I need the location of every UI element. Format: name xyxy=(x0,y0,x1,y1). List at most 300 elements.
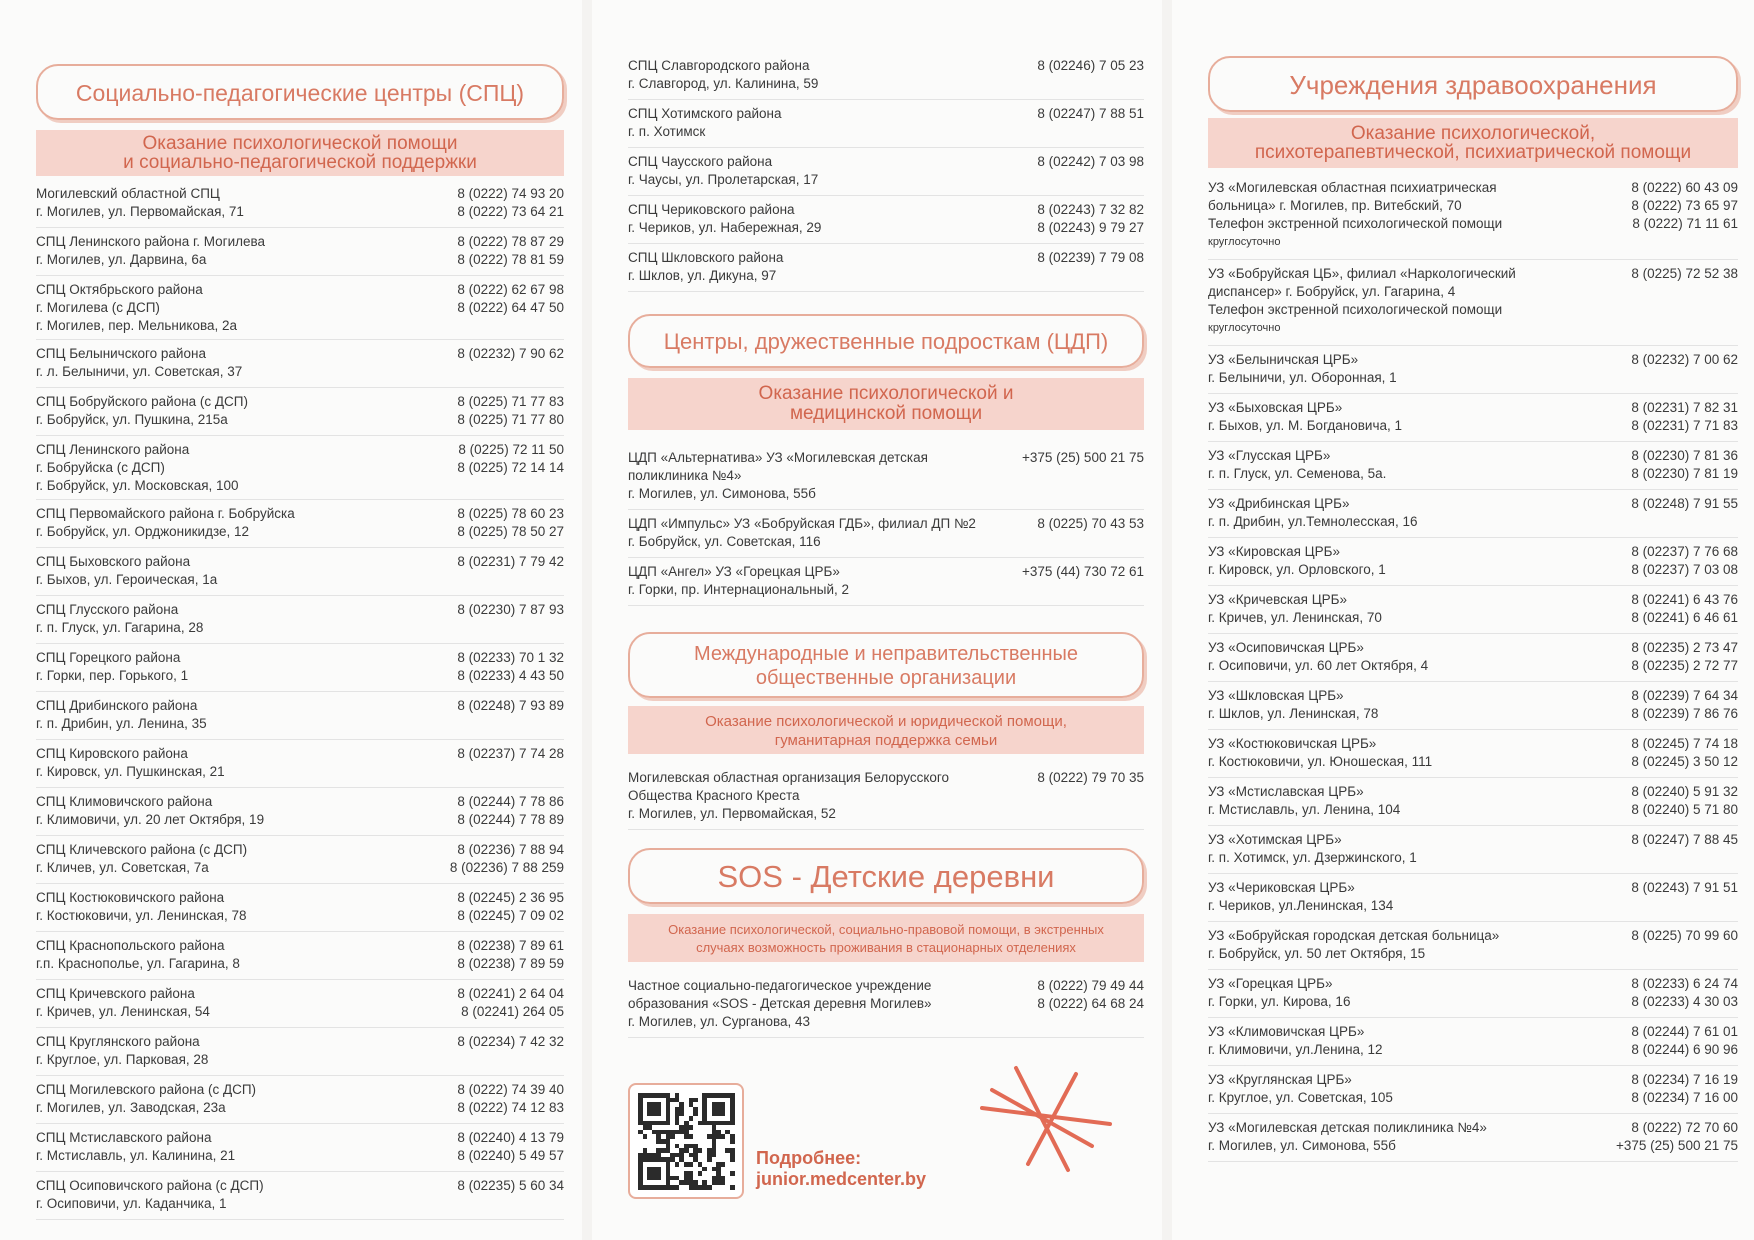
phone-number[interactable]: 8 (0222) 79 70 35 xyxy=(1037,770,1144,785)
entry-line: диспансер» г. Бобруйск, ул. Гагарина, 4 xyxy=(1208,284,1456,299)
entry-text xyxy=(36,937,451,979)
phone-number[interactable]: 8 (02234) 7 16 00 xyxy=(1631,1090,1738,1105)
section-band-healthcare: Оказание психологической, психотерапевтической, психиатрической помощи xyxy=(1208,118,1738,168)
list-item xyxy=(36,932,564,980)
entry-line: УЗ «Могилевская детская поликлиника №4» xyxy=(1208,1120,1487,1135)
list-item xyxy=(36,228,564,276)
list-item xyxy=(36,388,564,436)
entry-text xyxy=(628,249,1031,291)
phone-number[interactable]: 8 (02239) 7 64 34 xyxy=(1631,688,1738,703)
entry-line: СПЦ Горецкого района xyxy=(36,650,181,665)
entry-text xyxy=(1208,831,1625,873)
ngo-list xyxy=(628,764,1144,830)
entry-phones xyxy=(1031,201,1144,243)
entry-phones xyxy=(451,985,564,1027)
entry-phones xyxy=(1016,449,1144,509)
entry-line: СПЦ Краснопольского района xyxy=(36,938,225,953)
list-item xyxy=(36,1076,564,1124)
qr-module xyxy=(730,1171,735,1176)
entry-line: г. Быхов, ул. Героическая, 1а xyxy=(36,572,218,587)
phone-number[interactable]: 8 (0222) 64 68 24 xyxy=(1037,996,1144,1011)
entry-phones xyxy=(1625,1023,1738,1065)
list-item xyxy=(1208,970,1738,1018)
phone-number[interactable]: 8 (0222) 74 39 40 xyxy=(457,1082,564,1097)
entry-line: поликлиника №4» xyxy=(628,468,742,483)
entry-line: УЗ «Быховская ЦРБ» xyxy=(1208,400,1343,415)
phone-number[interactable]: 8 (02244) 7 78 86 xyxy=(457,794,564,809)
entry-line: СПЦ Могилевского района (с ДСП) xyxy=(36,1082,257,1097)
entry-line: г. Кличев, ул. Советская, 7а xyxy=(36,860,209,875)
entry-line: УЗ «Осиповичская ЦРБ» xyxy=(1208,640,1364,655)
entry-line: г. Могилев, ул. Первомайская, 52 xyxy=(628,806,836,821)
phone-number[interactable]: 8 (0225) 72 11 50 xyxy=(458,442,564,457)
phone-number[interactable]: 8 (02233) 4 30 03 xyxy=(1631,994,1738,1009)
cdp-list xyxy=(628,444,1144,606)
phone-number[interactable]: 8 (02230) 7 87 93 xyxy=(457,602,564,617)
phone-number[interactable]: 8 (0222) 71 11 61 xyxy=(1632,216,1738,231)
entry-line: ЦДП «Альтернатива» УЗ «Могилевская детская xyxy=(628,450,928,465)
phone-number[interactable]: 8 (02239) 7 86 76 xyxy=(1631,706,1738,721)
entry-phones xyxy=(451,937,564,979)
phone-number[interactable]: 8 (02233) 4 43 50 xyxy=(457,668,564,683)
phone-number[interactable]: 8 (02239) 7 79 08 xyxy=(1037,250,1144,265)
entry-line: УЗ «Кричевская ЦРБ» xyxy=(1208,592,1348,607)
entry-text xyxy=(1208,1023,1625,1065)
list-item xyxy=(36,1124,564,1172)
qr-module xyxy=(670,1134,675,1139)
entry-text xyxy=(628,515,1031,557)
section-title-healthcare: Учреждения здравоохранения xyxy=(1208,56,1738,112)
phone-number[interactable]: 8 (02230) 7 81 36 xyxy=(1631,448,1738,463)
entry-line: СПЦ Белыничского района xyxy=(36,346,206,361)
entry-line: г. Бобруйска (с ДСП) xyxy=(36,460,165,475)
entry-text xyxy=(36,841,444,883)
qr-module xyxy=(643,1134,648,1139)
entry-line: г. п. Глуск, ул. Гагарина, 28 xyxy=(36,620,204,635)
entry-text xyxy=(1208,975,1625,1017)
entry-phones xyxy=(1016,563,1144,605)
list-item xyxy=(628,52,1144,100)
entry-text xyxy=(36,649,451,691)
entry-line: г. п. Дрибин, ул. Ленина, 35 xyxy=(36,716,207,731)
entry-line: Могилевская областная организация Белорусского xyxy=(628,770,950,785)
list-item xyxy=(628,244,1144,292)
phone-number[interactable]: 8 (0222) 60 43 09 xyxy=(1631,180,1738,195)
phone-number[interactable]: 8 (0222) 64 47 50 xyxy=(457,300,564,315)
entry-text xyxy=(1208,447,1625,489)
entry-line: ЦДП «Импульс» УЗ «Бобруйская ГДБ», филиал ДП №2 xyxy=(628,516,976,531)
phone-number[interactable]: 8 (02243) 7 91 51 xyxy=(1631,880,1738,895)
entry-line: г. Быхов, ул. М. Богдановича, 1 xyxy=(1208,418,1402,433)
phone-number[interactable]: 8 (02231) 7 82 31 xyxy=(1631,400,1738,415)
entry-line: г. Кричев, ул. Ленинская, 54 xyxy=(36,1004,210,1019)
list-item xyxy=(1208,442,1738,490)
entry-text xyxy=(628,769,1031,829)
list-item xyxy=(1208,174,1738,260)
entry-text xyxy=(1208,687,1625,729)
list-item xyxy=(1208,394,1738,442)
phone-number[interactable]: 8 (02231) 7 71 83 xyxy=(1631,418,1738,433)
phone-number[interactable]: 8 (0222) 79 49 44 xyxy=(1037,978,1144,993)
entry-text xyxy=(628,153,1031,195)
entry-line: Общества Красного Креста xyxy=(628,788,800,803)
entry-line: образования «SOS - Детская деревня Могилев» xyxy=(628,996,932,1011)
phone-number[interactable]: 8 (02244) 7 61 01 xyxy=(1631,1024,1738,1039)
entry-text xyxy=(36,505,451,547)
entry-phones xyxy=(1625,879,1738,921)
entry-line: СПЦ Октябрьского района xyxy=(36,282,203,297)
phone-number[interactable]: 8 (02245) 7 09 02 xyxy=(457,908,564,923)
entry-line: г. Чаусы, ул. Пролетарская, 17 xyxy=(628,172,819,187)
entry-line: СПЦ Кличевского района (с ДСП) xyxy=(36,842,248,857)
qr-module xyxy=(707,1157,712,1162)
entry-phones xyxy=(1625,1071,1738,1113)
entry-line: Могилевский областной СПЦ xyxy=(36,186,220,201)
phone-number[interactable]: 8 (02248) 7 91 55 xyxy=(1631,496,1738,511)
entry-line: г. Могилев, пер. Мельникова, 2а xyxy=(36,318,238,333)
entry-text xyxy=(628,57,1031,99)
entry-line: г. Осиповичи, ул. 60 лет Октября, 4 xyxy=(1208,658,1429,673)
phone-number[interactable]: 8 (02241) 6 46 61 xyxy=(1631,610,1738,625)
entry-line: УЗ «Бобруйская городская детская больница» xyxy=(1208,928,1500,943)
entry-line: г. Могилев, ул. Сурганова, 43 xyxy=(628,1014,811,1029)
qr-module xyxy=(689,1116,694,1121)
list-item xyxy=(628,510,1144,558)
list-item xyxy=(1208,260,1738,346)
healthcare-list xyxy=(1208,174,1738,1162)
phone-number[interactable]: +375 (25) 500 21 75 xyxy=(1022,450,1144,465)
entry-text xyxy=(1208,351,1625,393)
list-item xyxy=(1208,490,1738,538)
entry-line: УЗ «Костюковичская ЦРБ» xyxy=(1208,736,1377,751)
entry-line: г. Горки, пр. Интернациональный, 2 xyxy=(628,582,850,597)
entry-line: г. Круглое, ул. Парковая, 28 xyxy=(36,1052,209,1067)
entry-text xyxy=(1208,735,1625,777)
entry-line: г. Бобруйск, ул. 50 лет Октября, 15 xyxy=(1208,946,1426,961)
phone-number[interactable]: 8 (02240) 5 49 57 xyxy=(457,1148,564,1163)
spc-list xyxy=(36,180,564,1220)
entry-line: УЗ «Кировская ЦРБ» xyxy=(1208,544,1341,559)
entry-line: СПЦ Шкловского района xyxy=(628,250,784,265)
entry-line: СПЦ Кировского района xyxy=(36,746,188,761)
phone-number[interactable]: 8 (02243) 9 79 27 xyxy=(1037,220,1144,235)
entry-phones xyxy=(1031,105,1144,147)
entry-line: СПЦ Славгородского района xyxy=(628,58,810,73)
phone-number[interactable]: 8 (0225) 70 99 60 xyxy=(1631,928,1738,943)
entry-text xyxy=(1208,179,1625,259)
phone-number[interactable]: 8 (0222) 62 67 98 xyxy=(457,282,564,297)
phone-number[interactable]: 8 (0222) 74 93 20 xyxy=(457,186,564,201)
entry-line: г. п. Хотимск, ул. Дзержинского, 1 xyxy=(1208,850,1417,865)
entry-phones xyxy=(1625,831,1738,873)
phone-number[interactable]: 8 (0225) 72 52 38 xyxy=(1631,266,1738,281)
qr-module xyxy=(721,1180,726,1185)
phone-number[interactable]: 8 (02237) 7 74 28 xyxy=(457,746,564,761)
entry-phones xyxy=(451,1129,564,1171)
entry-phones xyxy=(1625,179,1738,259)
entry-phones xyxy=(1625,495,1738,537)
entry-line: СПЦ Быховского района xyxy=(36,554,191,569)
phone-number[interactable]: 8 (02240) 4 13 79 xyxy=(457,1130,564,1145)
phone-number[interactable]: 8 (02248) 7 93 89 xyxy=(457,698,564,713)
entry-phones xyxy=(1625,639,1738,681)
entry-text xyxy=(1208,591,1625,633)
entry-line: УЗ «Климовичская ЦРБ» xyxy=(1208,1024,1365,1039)
phone-number[interactable]: 8 (02241) 264 05 xyxy=(461,1004,564,1019)
list-item xyxy=(1208,826,1738,874)
entry-text xyxy=(628,449,1016,509)
list-item xyxy=(36,180,564,228)
entry-line: Телефон экстренной психологической помощи xyxy=(1208,302,1503,317)
qr-module xyxy=(675,1162,680,1167)
qr-module xyxy=(721,1162,726,1167)
phone-number[interactable]: 8 (02247) 7 88 45 xyxy=(1631,832,1738,847)
section-title-sos: SOS - Детские деревни xyxy=(628,848,1144,904)
entry-phones xyxy=(1625,351,1738,393)
phone-number[interactable]: 8 (02233) 70 1 32 xyxy=(457,650,564,665)
entry-line: г. п. Хотимск xyxy=(628,124,706,139)
entry-text xyxy=(1208,1119,1610,1161)
entry-line: г. Костюковичи, ул. Ленинская, 78 xyxy=(36,908,247,923)
section-band-ngo: Оказание психологической и юридической помощи, гуманитарная поддержка семьи xyxy=(628,706,1144,754)
phone-number[interactable]: 8 (02231) 7 79 42 xyxy=(457,554,564,569)
qr-module xyxy=(707,1185,712,1190)
entry-line: г. п. Дрибин, ул.Темнолесская, 16 xyxy=(1208,514,1418,529)
qr-module xyxy=(675,1185,680,1190)
entry-line: г. Горки, пер. Горького, 1 xyxy=(36,668,189,683)
entry-line: г. Бобруйск, ул. Пушкина, 215а xyxy=(36,412,228,427)
list-item xyxy=(36,1172,564,1220)
entry-line: г. Шклов, ул. Дикуна, 97 xyxy=(628,268,777,283)
entry-line: г. Кричев, ул. Ленинская, 70 xyxy=(1208,610,1382,625)
entry-text xyxy=(1208,783,1625,825)
phone-number[interactable]: 8 (02241) 6 43 76 xyxy=(1631,592,1738,607)
list-item xyxy=(1208,634,1738,682)
phone-number[interactable]: 8 (02241) 2 64 04 xyxy=(457,986,564,1001)
entry-line: г. Горки, ул. Кирова, 16 xyxy=(1208,994,1351,1009)
phone-number[interactable]: 8 (0225) 72 14 14 xyxy=(457,460,564,475)
phone-number[interactable]: 8 (02244) 6 90 96 xyxy=(1631,1042,1738,1057)
entry-phones xyxy=(1625,447,1738,489)
entry-text xyxy=(1208,639,1625,681)
entry-line: г. Чериков, ул.Ленинская, 134 xyxy=(1208,898,1394,913)
entry-line: СПЦ Чаусского района xyxy=(628,154,773,169)
entry-phones xyxy=(451,1033,564,1075)
list-item xyxy=(1208,1018,1738,1066)
qr-code[interactable] xyxy=(628,1083,744,1199)
phone-number[interactable]: 8 (02245) 2 36 95 xyxy=(457,890,564,905)
entry-text xyxy=(1208,399,1625,441)
phone-number[interactable]: 8 (02237) 7 03 08 xyxy=(1631,562,1738,577)
entry-line: больница» г. Могилев, пр. Витебский, 70 xyxy=(1208,198,1462,213)
entry-text xyxy=(628,563,1016,605)
entry-line: УЗ «Горецкая ЦРБ» xyxy=(1208,976,1333,991)
qr-module xyxy=(698,1148,703,1153)
more-label: Подробнее: xyxy=(756,1148,862,1168)
entry-line: Телефон экстренной психологической помощи xyxy=(1208,216,1503,231)
entry-text xyxy=(628,105,1031,147)
list-item xyxy=(36,276,564,340)
list-item xyxy=(36,596,564,644)
phone-number[interactable]: 8 (0222) 78 81 59 xyxy=(457,252,564,267)
entry-phones xyxy=(1610,1119,1738,1161)
entry-line: УЗ «Дрибинская ЦРБ» xyxy=(1208,496,1350,511)
phone-number[interactable]: 8 (02246) 7 05 23 xyxy=(1037,58,1144,73)
phone-number[interactable]: 8 (02233) 6 24 74 xyxy=(1631,976,1738,991)
entry-text xyxy=(628,201,1031,243)
list-item xyxy=(36,884,564,932)
entry-line: СПЦ Чериковского района xyxy=(628,202,795,217)
entry-line: СПЦ Ленинского района г. Могилева xyxy=(36,234,266,249)
phone-number[interactable]: 8 (02245) 7 74 18 xyxy=(1631,736,1738,751)
entry-line: СПЦ Ленинского района xyxy=(36,442,190,457)
phone-number[interactable]: 8 (02245) 3 50 12 xyxy=(1631,754,1738,769)
list-item xyxy=(1208,730,1738,778)
entry-line: г. Славгород, ул. Калинина, 59 xyxy=(628,76,819,91)
entry-line: г. Бобруйск, ул. Орджоникидзе, 12 xyxy=(36,524,250,539)
phone-number[interactable]: 8 (02240) 5 91 32 xyxy=(1631,784,1738,799)
entry-line: г. Могилев, ул. Заводская, 23а xyxy=(36,1100,226,1115)
entry-line: г. Шклов, ул. Ленинская, 78 xyxy=(1208,706,1379,721)
phone-number[interactable]: 8 (0225) 70 43 53 xyxy=(1037,516,1144,531)
entry-line: УЗ «Бобруйская ЦБ», филиал «Наркологический xyxy=(1208,266,1516,281)
list-item xyxy=(628,148,1144,196)
entry-phones xyxy=(1031,769,1144,829)
list-item xyxy=(1208,346,1738,394)
entry-phones xyxy=(444,841,564,883)
phone-number[interactable]: 8 (0222) 72 70 60 xyxy=(1631,1120,1738,1135)
phone-number[interactable]: 8 (02235) 5 60 34 xyxy=(457,1178,564,1193)
phone-number[interactable]: 8 (02234) 7 16 19 xyxy=(1631,1072,1738,1087)
phone-number[interactable]: 8 (02240) 5 71 80 xyxy=(1631,802,1738,817)
entry-text xyxy=(36,393,451,435)
more-link[interactable]: junior.medcenter.by xyxy=(756,1169,927,1189)
entry-line: УЗ «Шкловская ЦРБ» xyxy=(1208,688,1344,703)
entry-line: г.п. Краснополье, ул. Гагарина, 8 xyxy=(36,956,240,971)
phone-number[interactable]: 8 (02243) 7 32 82 xyxy=(1037,202,1144,217)
entry-phones xyxy=(451,601,564,643)
list-item xyxy=(36,1028,564,1076)
phone-number[interactable]: 8 (0225) 78 60 23 xyxy=(457,506,564,521)
phone-number[interactable]: 8 (0222) 78 87 29 xyxy=(457,234,564,249)
entry-line: УЗ «Мстиславская ЦРБ» xyxy=(1208,784,1364,799)
section-title-cdp: Центры, дружественные подросткам (ЦДП) xyxy=(628,314,1144,368)
section-band-sos: Оказание психологической, социально-правовой помощи, в экстренных случаях возможность проживания в стационарных отделениях xyxy=(628,914,1144,962)
entry-line: г. Бобруйск, ул. Советская, 116 xyxy=(628,534,821,549)
phone-number[interactable]: 8 (02247) 7 88 51 xyxy=(1037,106,1144,121)
entry-line: СПЦ Глусского района xyxy=(36,602,179,617)
entry-phones xyxy=(451,1081,564,1123)
phone-number[interactable]: +375 (25) 500 21 75 xyxy=(1616,1138,1738,1153)
entry-phones xyxy=(1031,977,1144,1037)
entry-line: г. Климовичи, ул.Ленина, 12 xyxy=(1208,1042,1383,1057)
qr-module xyxy=(712,1153,717,1158)
entry-text xyxy=(1208,879,1625,921)
phone-number[interactable]: 8 (02236) 7 88 259 xyxy=(449,860,564,875)
entry-line: г. Могилева (с ДСП) xyxy=(36,300,160,315)
entry-line: УЗ «Хотимская ЦРБ» xyxy=(1208,832,1342,847)
list-item xyxy=(628,100,1144,148)
list-item xyxy=(1208,778,1738,826)
phone-number[interactable]: 8 (02232) 7 00 62 xyxy=(1631,352,1738,367)
phone-number[interactable]: 8 (0222) 73 65 97 xyxy=(1631,198,1738,213)
phone-number[interactable]: 8 (02232) 7 90 62 xyxy=(457,346,564,361)
phone-number[interactable]: 8 (02242) 7 03 98 xyxy=(1037,154,1144,169)
entry-phones xyxy=(1625,265,1738,345)
entry-phones xyxy=(451,793,564,835)
entry-text xyxy=(36,1033,451,1075)
entry-phones xyxy=(1625,399,1738,441)
list-item xyxy=(36,980,564,1028)
phone-number[interactable]: 8 (0222) 73 64 21 xyxy=(457,204,564,219)
phone-number[interactable]: 8 (02235) 2 72 77 xyxy=(1631,658,1738,673)
qr-module xyxy=(689,1134,694,1139)
entry-text xyxy=(36,1177,451,1219)
entry-phones xyxy=(451,185,564,227)
entry-line: г. Кировск, ул. Орловского, 1 xyxy=(1208,562,1386,577)
entry-line: СПЦ Кричевского района xyxy=(36,986,195,1001)
entry-phones xyxy=(1625,543,1738,585)
entry-text xyxy=(1208,495,1625,537)
entry-line: УЗ «Круглянская ЦРБ» xyxy=(1208,1072,1352,1087)
phone-number[interactable]: 8 (02238) 7 89 61 xyxy=(457,938,564,953)
entry-text xyxy=(36,745,451,787)
entry-phones xyxy=(451,889,564,931)
phone-number[interactable]: 8 (02238) 7 89 59 xyxy=(457,956,564,971)
entry-note: круглосуточно xyxy=(1208,322,1281,334)
phone-number[interactable]: 8 (02236) 7 88 94 xyxy=(457,842,564,857)
entry-line: г. Климовичи, ул. 20 лет Октября, 19 xyxy=(36,812,265,827)
phone-number[interactable]: 8 (02230) 7 81 19 xyxy=(1631,466,1738,481)
entry-line: УЗ «Чериковская ЦРБ» xyxy=(1208,880,1355,895)
section-band-spc: Оказание психологической помощи и социально-педагогической поддержки xyxy=(36,130,564,176)
phone-number[interactable]: 8 (0225) 78 50 27 xyxy=(457,524,564,539)
qr-module xyxy=(693,1098,698,1103)
phone-number[interactable]: 8 (0225) 71 77 83 xyxy=(457,394,564,409)
phone-number[interactable]: 8 (02234) 7 42 32 xyxy=(457,1034,564,1049)
entry-line: СПЦ Климовичского района xyxy=(36,794,213,809)
entry-text xyxy=(36,553,451,595)
phone-number[interactable]: 8 (02235) 2 73 47 xyxy=(1631,640,1738,655)
entry-text xyxy=(1208,265,1625,345)
section-band-cdp: Оказание психологической и медицинской помощи xyxy=(628,378,1144,430)
entry-line: г. Мстиславль, ул. Калинина, 21 xyxy=(36,1148,236,1163)
phone-number[interactable]: +375 (44) 730 72 61 xyxy=(1022,564,1144,579)
entry-text xyxy=(36,441,451,499)
list-item xyxy=(628,196,1144,244)
qr-module xyxy=(666,1121,671,1126)
list-item xyxy=(36,340,564,388)
entry-line: СПЦ Хотимского района xyxy=(628,106,782,121)
qr-module xyxy=(730,1121,735,1126)
list-item xyxy=(1208,1114,1738,1162)
entry-line: г. Круглое, ул. Советская, 105 xyxy=(1208,1090,1393,1105)
entry-phones xyxy=(451,649,564,691)
entry-line: г. Могилев, ул. Дарвина, 6а xyxy=(36,252,207,267)
entry-phones xyxy=(1031,57,1144,99)
phone-number[interactable]: 8 (0222) 74 12 83 xyxy=(457,1100,564,1115)
phone-number[interactable]: 8 (02237) 7 76 68 xyxy=(1631,544,1738,559)
column-healthcare xyxy=(1172,0,1754,1240)
entry-text xyxy=(36,345,451,387)
entry-text xyxy=(36,281,451,339)
list-item xyxy=(1208,1066,1738,1114)
phone-number[interactable]: 8 (02244) 7 78 89 xyxy=(457,812,564,827)
phone-number[interactable]: 8 (0225) 71 77 80 xyxy=(457,412,564,427)
entry-line: г. Мстиславль, ул. Ленина, 104 xyxy=(1208,802,1401,817)
qr-module xyxy=(730,1185,735,1190)
entry-phones xyxy=(451,393,564,435)
